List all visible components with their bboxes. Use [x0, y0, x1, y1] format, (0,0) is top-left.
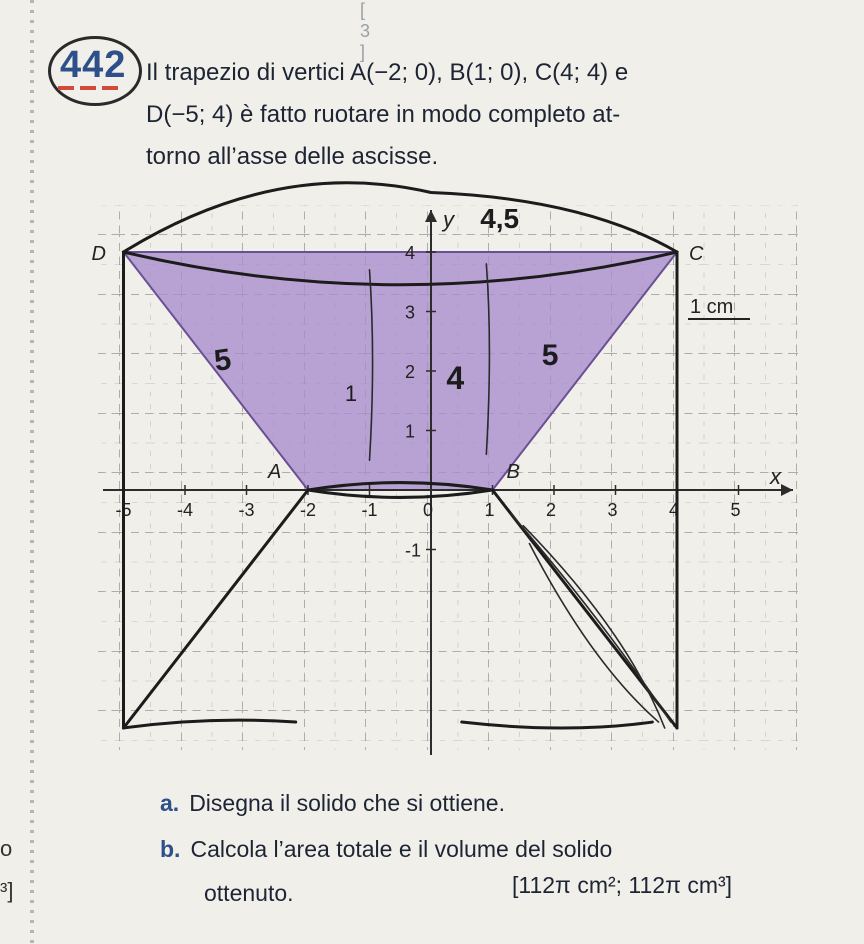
x-tick-label: -5 [115, 500, 132, 520]
coordinate-figure [58, 175, 798, 765]
x-tick-label: -2 [300, 500, 317, 520]
y-tick-label: 4 [405, 243, 416, 263]
handwritten-top: 4,5 [480, 203, 520, 235]
margin-fragment-bottom: ³] [0, 878, 14, 903]
question-b-continued [204, 880, 294, 907]
question-a [160, 790, 505, 817]
x-tick-label: -3 [238, 500, 255, 520]
margin-fragment-top: o [0, 836, 13, 861]
handwritten-inner: 1 [344, 380, 358, 406]
x-tick-label: 1 [484, 500, 495, 520]
difficulty-marks [58, 86, 120, 90]
vertex-label-d: D [91, 243, 106, 265]
x-axis-label: x [770, 464, 781, 489]
question-label: b. [160, 836, 181, 862]
x-tick-label: -1 [361, 500, 378, 520]
vertex-label-c: C [689, 243, 704, 265]
x-tick-label: 2 [546, 500, 557, 520]
x-tick-label: 4 [669, 500, 680, 520]
question-b [160, 836, 612, 863]
header-number: 3 [360, 21, 371, 41]
y-tick-label: -1 [405, 540, 422, 561]
problem-line: D(−5; 4) è fatto ruotare in modo completo at- [146, 101, 621, 128]
y-tick-label: 3 [405, 302, 416, 323]
header-bracket-left: [ [360, 0, 366, 20]
vertex-label-b: B [506, 461, 520, 483]
answer-solution: [112π cm²; 112π cm³] [512, 872, 733, 898]
problem-line: torno all’asse delle ascisse. [146, 143, 439, 170]
exercise-number: 442 [60, 44, 127, 86]
margin-dots [30, 0, 34, 944]
question-text: Disegna il solido che si ottiene. [189, 790, 505, 816]
handwritten-side-right: 5 [541, 339, 559, 373]
x-tick-label: 0 [423, 500, 434, 520]
exercise-number-badge [48, 36, 140, 104]
x-tick-label: 3 [607, 500, 618, 520]
problem-line: Il trapezio di vertici A(−2; 0), B(1; 0), C(4; 4) e [146, 59, 629, 86]
handwritten-height: 4 [446, 359, 465, 396]
y-tick-label: 2 [405, 362, 416, 382]
question-text: Calcola l’area totale e il volume del solido [190, 836, 613, 862]
question-text: ottenuto. [204, 880, 294, 906]
handwritten-side-left: 5 [212, 342, 234, 378]
x-tick-label: 5 [730, 500, 741, 520]
vertex-label-a: A [268, 461, 282, 483]
header-bracket-right: ] [360, 42, 366, 62]
y-axis-label: y [443, 207, 454, 232]
x-tick-label: -4 [177, 500, 194, 520]
y-tick-label: 1 [405, 421, 416, 442]
problem-statement [146, 52, 806, 178]
question-label: a. [160, 790, 180, 816]
unit-label: 1 cm [690, 296, 734, 318]
